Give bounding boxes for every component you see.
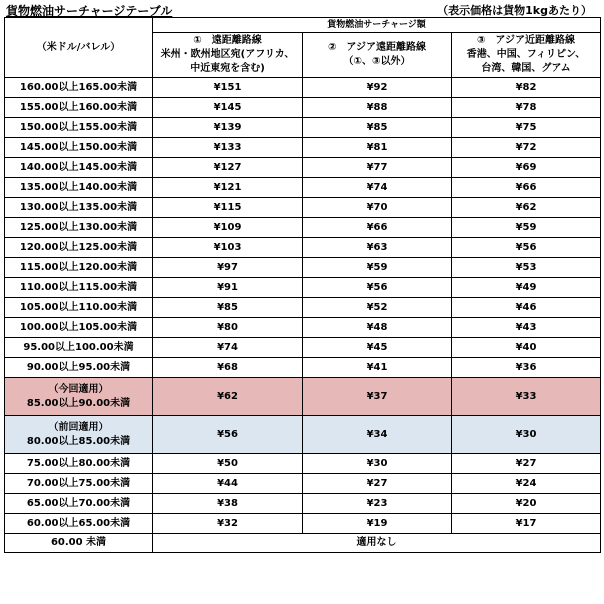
table-row (5, 78, 601, 98)
zone3-value: ¥33 (452, 378, 601, 416)
zone1-value: ¥80 (153, 318, 303, 338)
zone-desc: 中近東宛を含む) (190, 63, 265, 74)
table-row (5, 474, 601, 494)
zone2-value: ¥27 (303, 474, 452, 494)
zone2-value: ¥77 (303, 158, 452, 178)
zone1-value: ¥44 (153, 474, 303, 494)
zone2-value: ¥34 (303, 416, 452, 454)
range-cell (5, 378, 153, 416)
range-cell: 145.00以上150.00未満 (5, 138, 153, 158)
zone2-value: ¥45 (303, 338, 452, 358)
zone1-value: ¥74 (153, 338, 303, 358)
zone3-value: ¥82 (452, 78, 601, 98)
zone-desc: 米州・欧州地区宛(アフリカ、 (160, 49, 295, 60)
zone1-value: ¥38 (153, 494, 303, 514)
table-row (5, 98, 601, 118)
no-surcharge-value: 適用なし (153, 534, 601, 553)
previous-applied-tag: （前回適用） (48, 421, 109, 433)
range-cell: 60.00 未満 (5, 534, 153, 553)
zone2-value: ¥70 (303, 198, 452, 218)
zone1-value: ¥56 (153, 416, 303, 454)
table-row (5, 278, 601, 298)
zone2-value: ¥88 (303, 98, 452, 118)
range-cell: 160.00以上165.00未満 (5, 78, 153, 98)
table-row (5, 258, 601, 278)
no-surcharge-row (5, 534, 601, 553)
range-cell: 70.00以上75.00未満 (5, 474, 153, 494)
zone2-value: ¥56 (303, 278, 452, 298)
zone2-value: ¥59 (303, 258, 452, 278)
zone2-value: ¥48 (303, 318, 452, 338)
zone3-value: ¥24 (452, 474, 601, 494)
range-cell: 115.00以上120.00未満 (5, 258, 153, 278)
zone2-value: ¥30 (303, 454, 452, 474)
table-row (5, 514, 601, 534)
zone2-value: ¥23 (303, 494, 452, 514)
table-row (5, 338, 601, 358)
zone1-value: ¥50 (153, 454, 303, 474)
zone3-value: ¥78 (452, 98, 601, 118)
zone3-value: ¥40 (452, 338, 601, 358)
surcharge-table (4, 17, 601, 553)
zone-header-asia-short (452, 33, 601, 78)
zone3-value: ¥66 (452, 178, 601, 198)
zone-title: ② アジア遠距離路線 (327, 42, 427, 53)
zone1-value: ¥139 (153, 118, 303, 138)
zone1-value: ¥109 (153, 218, 303, 238)
range-cell: 100.00以上105.00未満 (5, 318, 153, 338)
current-applied-row (5, 378, 601, 416)
zone2-value: ¥52 (303, 298, 452, 318)
range-cell: 125.00以上130.00未満 (5, 218, 153, 238)
zone-desc: 台湾、韓国、グアム (481, 63, 571, 74)
zone1-value: ¥85 (153, 298, 303, 318)
range-cell: 90.00以上95.00未満 (5, 358, 153, 378)
zone1-value: ¥127 (153, 158, 303, 178)
zone2-value: ¥37 (303, 378, 452, 416)
range-cell: 75.00以上80.00未満 (5, 454, 153, 474)
zone2-value: ¥81 (303, 138, 452, 158)
zone-header-long-haul (153, 33, 303, 78)
zone-desc: （①、③以外） (343, 56, 411, 67)
range-cell: 140.00以上145.00未満 (5, 158, 153, 178)
zone1-value: ¥62 (153, 378, 303, 416)
table-row (5, 298, 601, 318)
table-row (5, 138, 601, 158)
zone3-value: ¥75 (452, 118, 601, 138)
range-cell: 60.00以上65.00未満 (5, 514, 153, 534)
range-cell: 110.00以上115.00未満 (5, 278, 153, 298)
zone1-value: ¥145 (153, 98, 303, 118)
range-cell: 130.00以上135.00未満 (5, 198, 153, 218)
zone-title: ③ アジア近距離路線 (476, 35, 576, 46)
zone3-value: ¥43 (452, 318, 601, 338)
table-row (5, 454, 601, 474)
zone2-value: ¥66 (303, 218, 452, 238)
zone3-value: ¥17 (452, 514, 601, 534)
zone3-value: ¥56 (452, 238, 601, 258)
range-cell: 150.00以上155.00未満 (5, 118, 153, 138)
previous-applied-row (5, 416, 601, 454)
range-cell: 105.00以上110.00未満 (5, 298, 153, 318)
table-row (5, 318, 601, 338)
zone2-value: ¥41 (303, 358, 452, 378)
table-row (5, 218, 601, 238)
range-text: 85.00以上90.00未満 (26, 397, 131, 409)
zone1-value: ¥151 (153, 78, 303, 98)
range-cell: 120.00以上125.00未満 (5, 238, 153, 258)
table-row (5, 198, 601, 218)
page-title: 貨物燃油サーチャージテーブル (6, 4, 173, 18)
range-cell: 135.00以上140.00未満 (5, 178, 153, 198)
zone-desc: 香港、中国、フィリピン、 (466, 49, 586, 60)
zone2-value: ¥85 (303, 118, 452, 138)
zone1-value: ¥91 (153, 278, 303, 298)
zone-title: ① 遠距離路線 (193, 35, 262, 46)
zone3-value: ¥27 (452, 454, 601, 474)
zone2-value: ¥19 (303, 514, 452, 534)
table-row (5, 358, 601, 378)
zone1-value: ¥121 (153, 178, 303, 198)
table-row (5, 494, 601, 514)
range-cell (5, 416, 153, 454)
zone3-value: ¥20 (452, 494, 601, 514)
zone1-value: ¥68 (153, 358, 303, 378)
zone2-value: ¥63 (303, 238, 452, 258)
range-text: 80.00以上85.00未満 (26, 435, 131, 447)
zone3-value: ¥46 (452, 298, 601, 318)
zone1-value: ¥103 (153, 238, 303, 258)
zone3-value: ¥36 (452, 358, 601, 378)
zone2-value: ¥92 (303, 78, 452, 98)
zone1-value: ¥97 (153, 258, 303, 278)
zone1-value: ¥133 (153, 138, 303, 158)
range-cell: 65.00以上70.00未満 (5, 494, 153, 514)
surcharge-group-header: 貨物燃油サーチャージ額 (153, 18, 601, 33)
table-row (5, 118, 601, 138)
unit-note: （表示価格は貨物1kgあたり） (437, 4, 592, 17)
table-row (5, 158, 601, 178)
zone3-value: ¥59 (452, 218, 601, 238)
range-cell: 155.00以上160.00未満 (5, 98, 153, 118)
table-row (5, 238, 601, 258)
zone3-value: ¥62 (452, 198, 601, 218)
price-range-header: （米ドル/バレル） (5, 18, 153, 78)
zone3-value: ¥72 (452, 138, 601, 158)
range-cell: 95.00以上100.00未満 (5, 338, 153, 358)
table-row (5, 178, 601, 198)
zone1-value: ¥115 (153, 198, 303, 218)
zone3-value: ¥30 (452, 416, 601, 454)
zone3-value: ¥53 (452, 258, 601, 278)
zone2-value: ¥74 (303, 178, 452, 198)
zone-header-asia-long (303, 33, 452, 78)
zone1-value: ¥32 (153, 514, 303, 534)
zone3-value: ¥69 (452, 158, 601, 178)
current-applied-tag: （今回適用） (48, 383, 109, 395)
zone3-value: ¥49 (452, 278, 601, 298)
